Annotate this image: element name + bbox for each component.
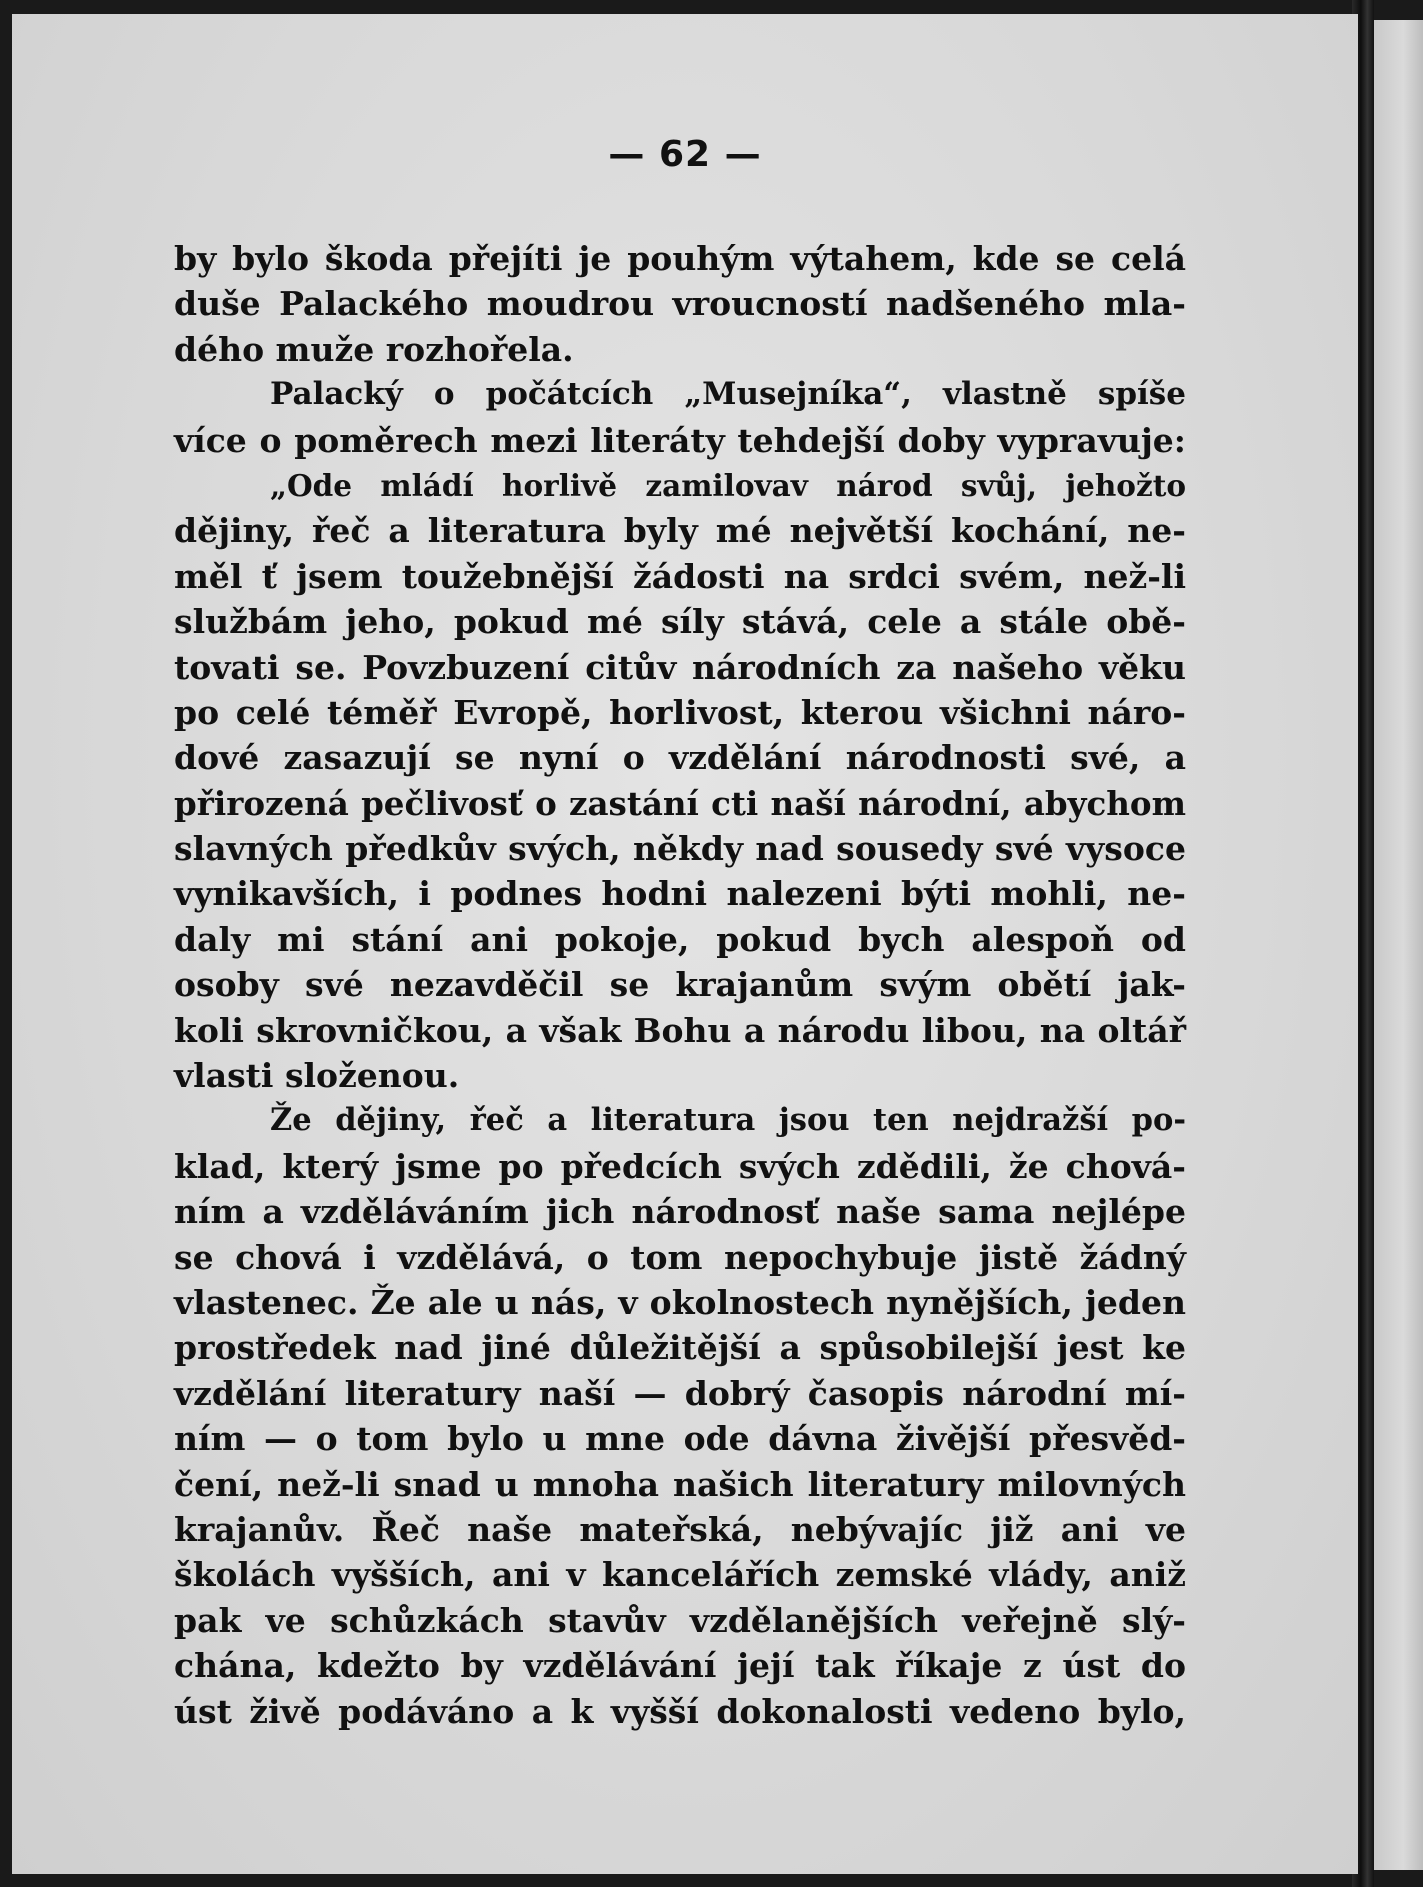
- text-line: měl ť jsem toužebnější žádosti na srdci svém, než-li: [174, 556, 1186, 596]
- text-line: dého muže rozhořela.: [174, 329, 574, 369]
- text-line: dové zasazují se nyní o vzdělání národnosti své, a: [174, 738, 1186, 778]
- text-line: tovati se. Povzbuzení citův národních za našeho věku: [174, 647, 1186, 687]
- text-line: více o poměrech mezi literáty tehdejší doby vypravuje:: [174, 420, 1186, 460]
- text-line: osoby své nezavděčil se krajanům svým obětí jak-: [174, 965, 1186, 1005]
- text-line: krajanův. Řeč naše mateřská, nebývajíc již ani ve: [174, 1509, 1186, 1549]
- text-line: Palacký o počátcích „Musejníka“, vlastně spíše: [270, 376, 1186, 413]
- text-line: dějiny, řeč a literatura byly mé největší kochání, ne-: [174, 511, 1186, 551]
- text-line: ním — o tom bylo u mne ode dávna živější přesvěd-: [174, 1419, 1186, 1459]
- text-line: pak ve schůzkách stavův vzdělanějších veřejně slý-: [174, 1600, 1186, 1640]
- text-line: prostředek nad jiné důležitější a spůsobilejší jest ke: [174, 1328, 1186, 1368]
- text-line: přirozená pečlivosť o zastání cti naší národní, abychom: [174, 783, 1186, 823]
- text-line: Že dějiny, řeč a literatura jsou ten nejdražší po-: [270, 1102, 1186, 1139]
- text-line: službám jeho, pokud mé síly stává, cele a stále obě-: [174, 602, 1186, 642]
- text-line: školách vyšších, ani v kancelářích zemské vlády, aniž: [174, 1555, 1186, 1595]
- text-line: po celé téměř Evropě, horlivost, kterou všichni náro-: [174, 692, 1186, 732]
- text-line: vlasti složenou.: [174, 1056, 460, 1096]
- text-line: čení, než-li snad u mnoha našich literatury milovných: [174, 1464, 1186, 1504]
- text-line: daly mi stání ani pokoje, pokud bych alespoň od: [174, 919, 1186, 959]
- text-line: by bylo škoda přejíti je pouhým výtahem, kde se celá: [174, 239, 1186, 278]
- text-line: koli skrovničkou, a však Bohu a národu libou, na oltář: [174, 1010, 1186, 1050]
- page-number: — 62 —: [608, 134, 762, 175]
- text-line: vzdělání literatury naší — dobrý časopis národní mí-: [174, 1373, 1186, 1413]
- text-line: slavných předkův svých, někdy nad sousedy své vysoce: [174, 829, 1186, 869]
- text-line: se chová i vzdělává, o tom nepochybuje jistě žádný: [174, 1237, 1186, 1277]
- text-line: chána, kdežto by vzdělávání její tak říkaje z úst do: [174, 1646, 1186, 1686]
- text-line: úst živě podáváno a k vyšší dokonalosti vedeno bylo,: [174, 1691, 1186, 1731]
- text-line: „Ode mládí horlivě zamilovav národ svůj, jehožto: [270, 467, 1186, 503]
- text-line: ním a vzděláváním jich národnosť naše sama nejlépe: [174, 1192, 1186, 1232]
- book-page: [12, 14, 1358, 1874]
- text-block: [174, 236, 1186, 1734]
- adjacent-page-edge: [1374, 20, 1423, 1870]
- text-line: vynikavších, i podnes hodni nalezeni býti mohli, ne-: [174, 874, 1186, 914]
- text-line: duše Palackého moudrou vroucností nadšeného mla-: [174, 284, 1186, 324]
- text-line: klad, který jsme po předcích svých zdědili, že chová-: [174, 1146, 1186, 1186]
- text-line: vlastenec. Že ale u nás, v okolnostech nynějších, jeden: [174, 1282, 1186, 1322]
